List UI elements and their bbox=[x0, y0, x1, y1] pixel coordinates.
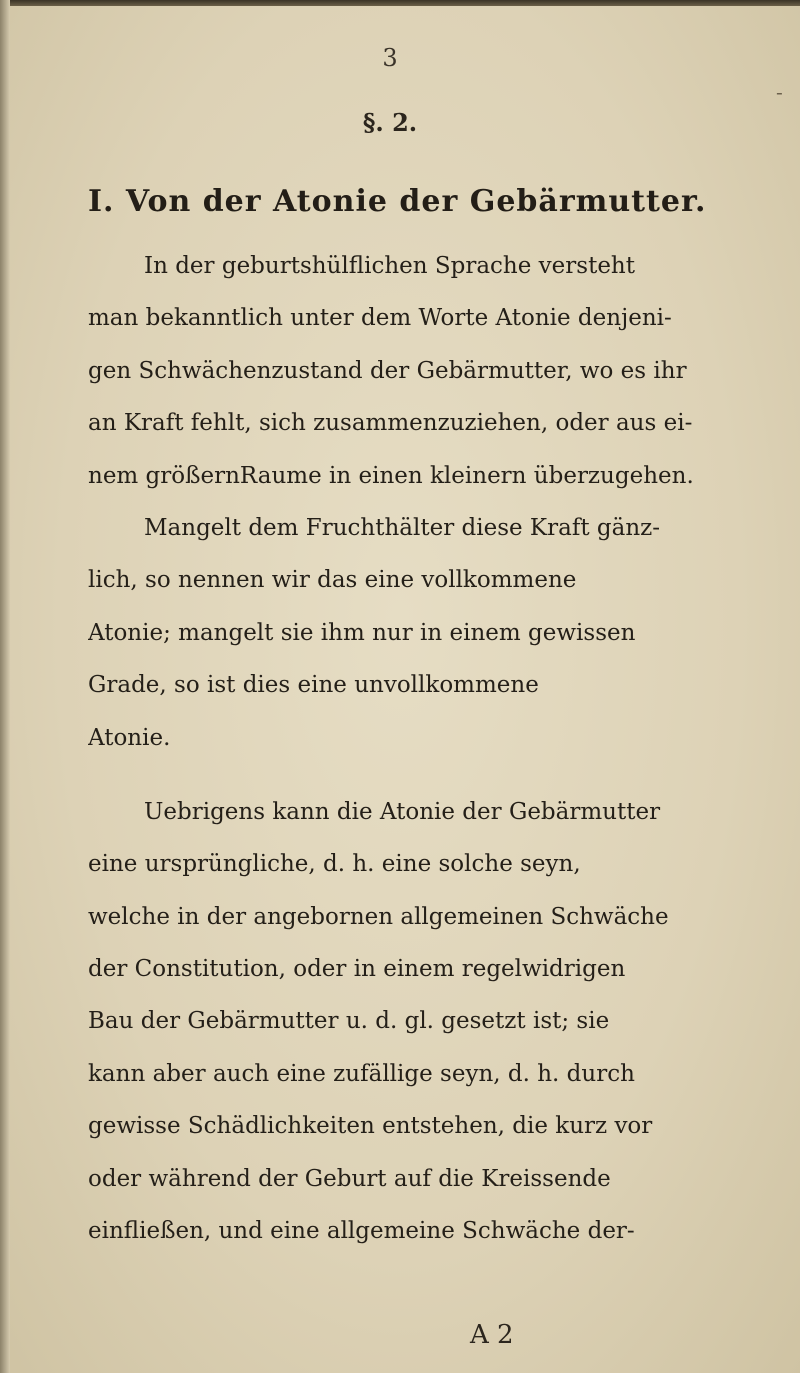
text-line: kann aber auch eine zufällige seyn, d. h. durch bbox=[88, 1060, 635, 1087]
text-line: eine ursprüngliche, d. h. eine solche seyn, bbox=[88, 851, 581, 878]
top-border bbox=[0, 0, 800, 6]
text-line: gen Schwächenzustand der Gebärmutter, wo es ihr bbox=[88, 357, 687, 384]
text-line: Mangelt dem Fruchthälter diese Kraft gänz- bbox=[144, 514, 661, 541]
text-line: einfließen, und eine allgemeine Schwäche der- bbox=[88, 1218, 635, 1245]
text-line: man bekanntlich unter dem Worte Atonie denjeni- bbox=[88, 305, 672, 332]
text-line: gewisse Schädlichkeiten entstehen, die kurz vor bbox=[88, 1113, 653, 1140]
body-text bbox=[88, 240, 794, 1257]
text-line: Grade, so ist dies eine unvollkommene bbox=[88, 672, 539, 699]
chapter-heading: I. Von der Atonie der Gebärmutter. bbox=[88, 184, 707, 219]
paragraph-gap bbox=[88, 764, 794, 786]
catchword: A 2 bbox=[470, 1320, 514, 1350]
text-line: Bau der Gebärmutter u. d. gl. gesetzt ist; sie bbox=[88, 1008, 610, 1035]
page-number: 3 bbox=[382, 44, 398, 72]
text-line: an Kraft fehlt, sich zusammenzuziehen, oder aus ei- bbox=[88, 410, 693, 437]
binding-edge bbox=[0, 0, 10, 1373]
edge-mark: - bbox=[776, 80, 783, 104]
text-line: Uebrigens kann die Atonie der Gebärmutter bbox=[144, 798, 661, 825]
text-line: oder während der Geburt auf die Kreissende bbox=[88, 1165, 611, 1192]
text-line: nem größernRaume in einen kleinern überzugehen. bbox=[88, 462, 694, 489]
text-line: der Constitution, oder in einem regelwidrigen bbox=[88, 956, 626, 983]
section-mark: §. 2. bbox=[362, 108, 418, 137]
text-line: In der geburtshülflichen Sprache versteht bbox=[144, 253, 635, 279]
text-line: lich, so nennen wir das eine vollkommene bbox=[88, 567, 577, 594]
text-line: welche in der angebornen allgemeinen Schwäche bbox=[88, 903, 669, 930]
text-line: Atonie; mangelt sie ihm nur in einem gewissen bbox=[88, 619, 636, 646]
text-line: Atonie. bbox=[88, 724, 171, 751]
